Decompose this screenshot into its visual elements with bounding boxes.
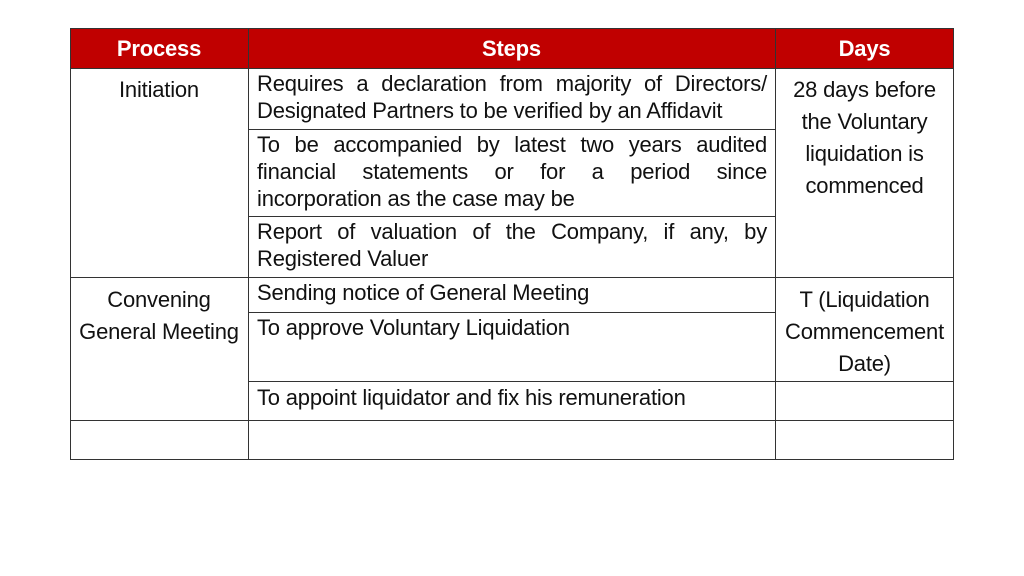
header-days: Days [775,28,954,68]
step-appoint-liquidator: To appoint liquidator and fix his remuneration [257,385,686,410]
process-steps-table [70,28,954,460]
header-steps: Steps [248,28,775,68]
border-step-1 [248,129,775,130]
border-left [70,28,71,460]
border-col-2 [775,28,776,460]
empty-row-days [775,421,954,460]
empty-row-process [70,421,248,460]
step-financial-statements: To be accompanied by latest two years audited financial statements or for a period since incorporation as the case may be [257,132,767,211]
border-step-2 [248,216,775,217]
border-col-1 [248,28,249,460]
border-step-3 [248,312,775,313]
process-convening-general-meeting: Convening General Meeting [79,287,239,344]
border-group-2 [70,420,954,421]
step-sending-notice: Sending notice of General Meeting [257,280,590,305]
border-bottom [70,459,954,460]
step-approve-liquidation: To approve Voluntary Liquidation [257,315,570,340]
border-top [70,28,954,29]
border-header-bottom [70,68,954,69]
days-convening: T (Liquidation Commencement Date) [785,287,944,376]
empty-days-cell [775,382,954,421]
border-right [953,28,954,460]
border-step-4 [248,381,954,382]
step-valuation-report: Report of valuation of the Company, if any, by Registered Valuer [257,219,767,271]
empty-row-steps [248,421,775,460]
days-initiation: 28 days before the Voluntary liquidation is commenced [793,77,936,198]
header-process: Process [70,28,248,68]
border-group-1 [70,277,954,278]
step-declaration: Requires a declaration from majority of Directors/ Designated Partners to be verified by an Affidavit [257,71,767,123]
process-initiation: Initiation [119,77,199,102]
